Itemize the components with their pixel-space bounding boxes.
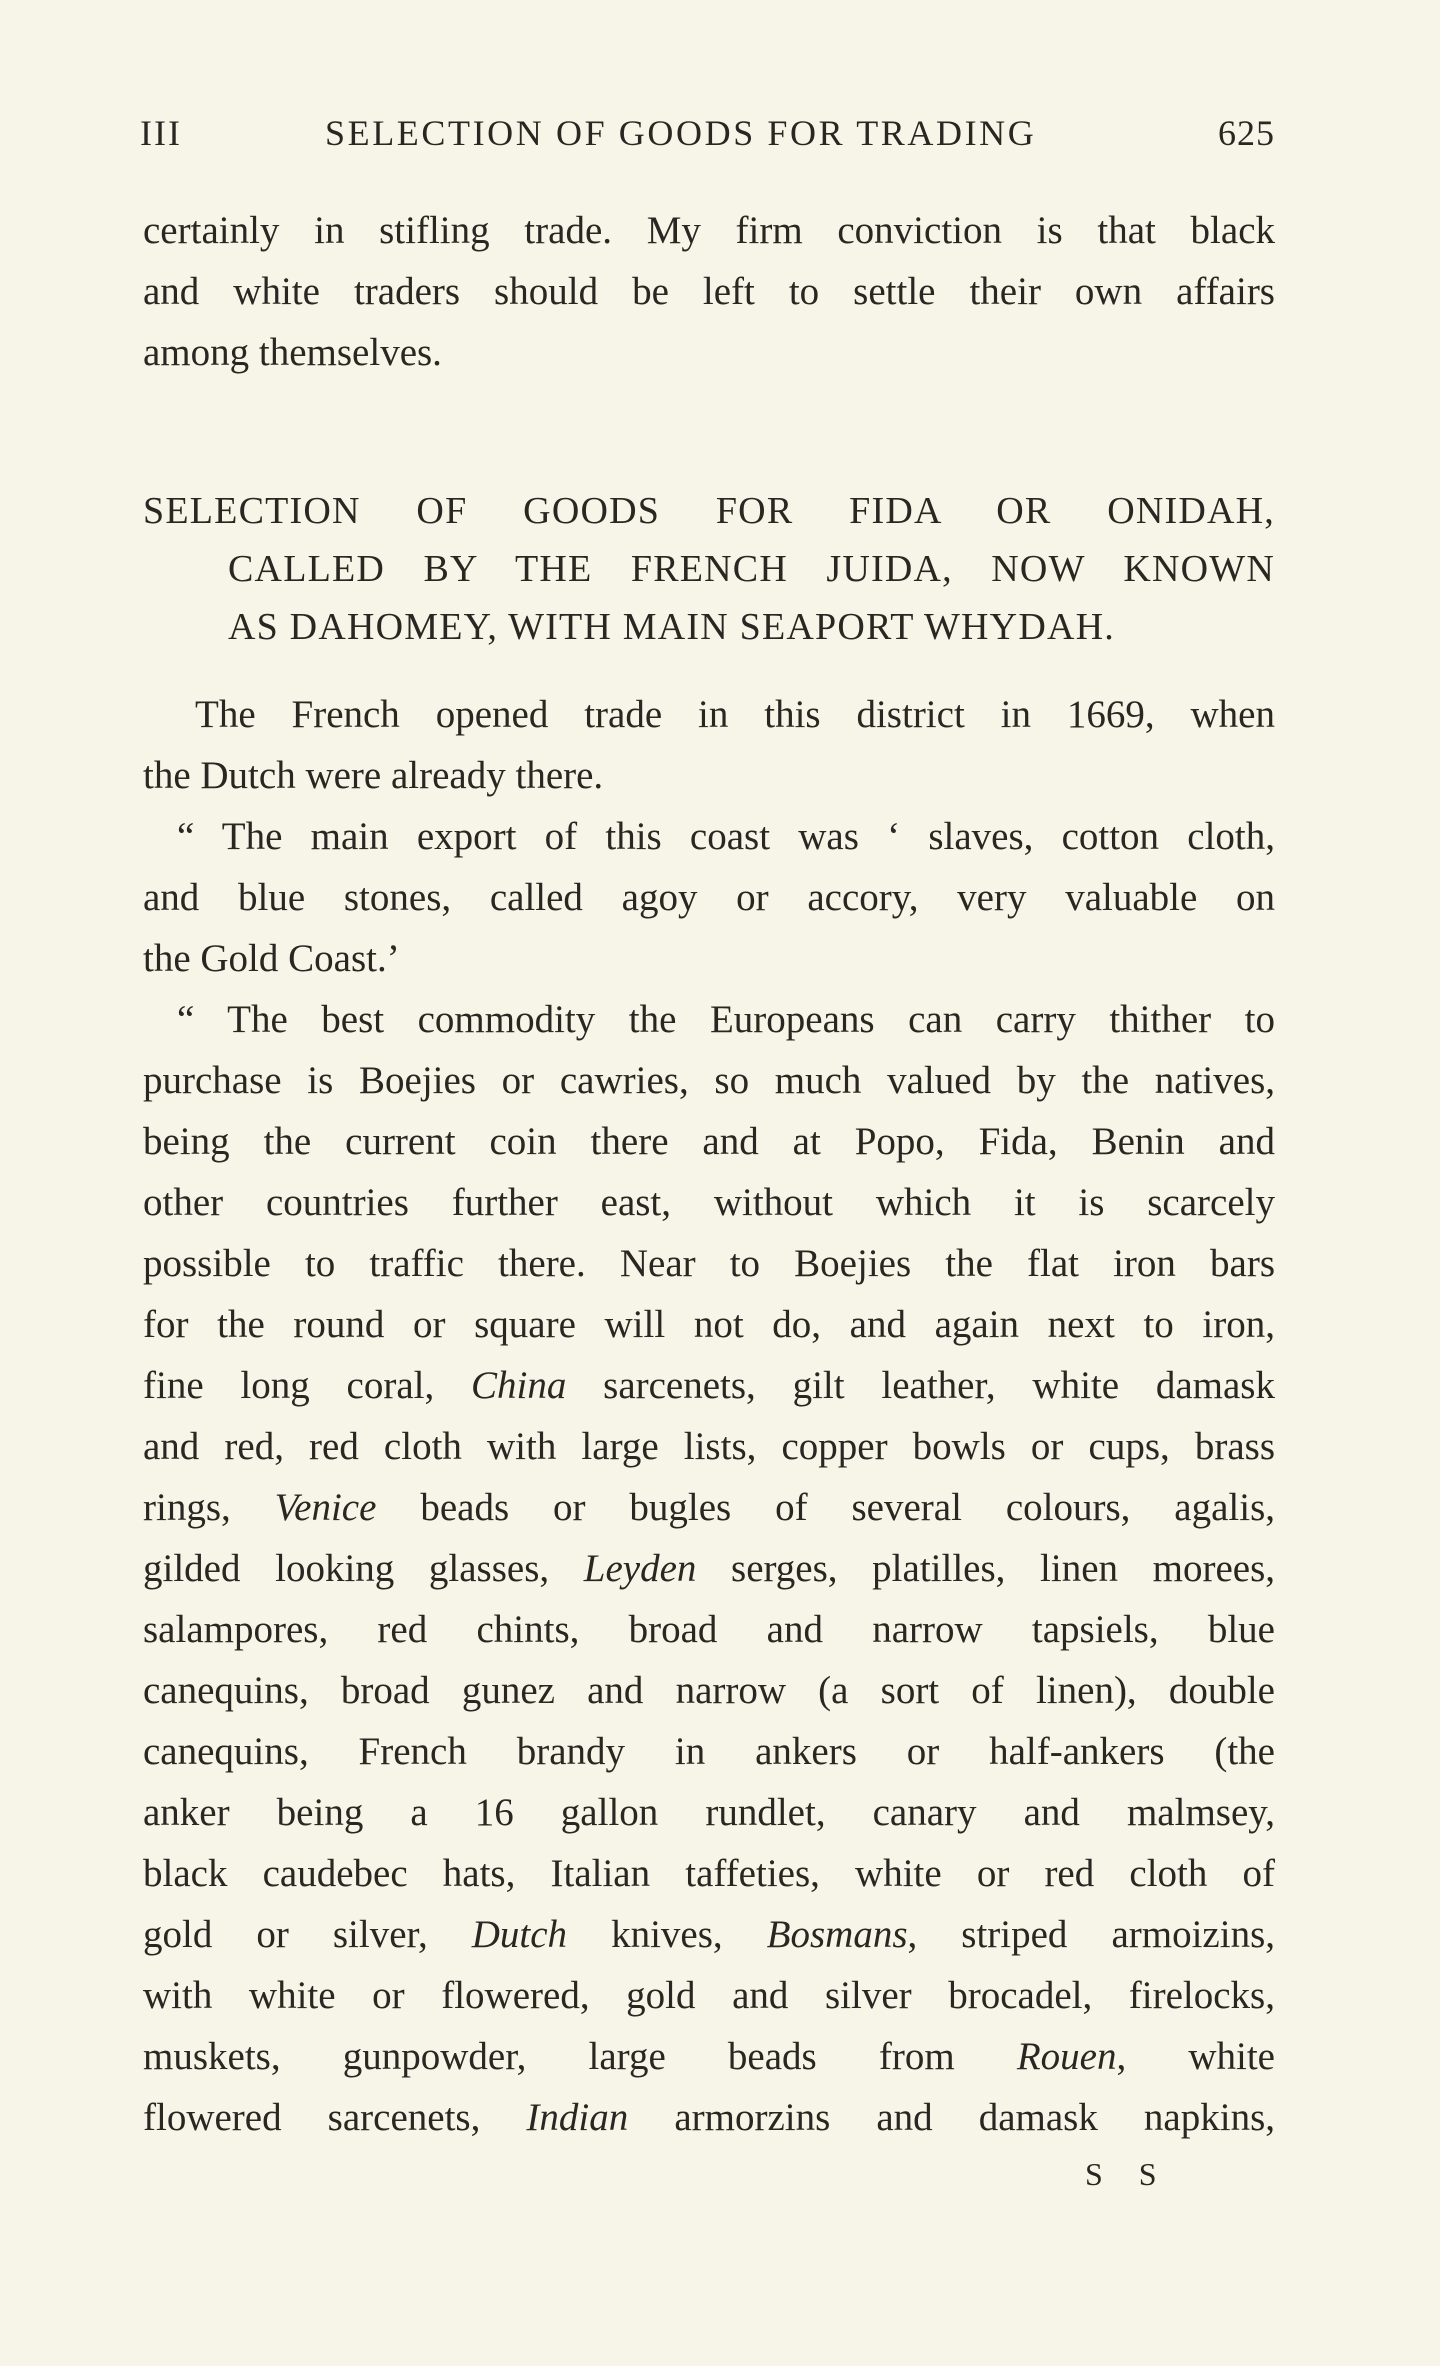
text-line: certainly in stifling trade. My firm conviction is that black bbox=[143, 209, 1275, 252]
text-line: salampores, red chints, broad and narrow tapsiels, blue bbox=[143, 1608, 1275, 1651]
text-line: with white or flowered, gold and silver brocadel, firelocks, bbox=[143, 1974, 1275, 2017]
text-line: and blue stones, called agoy or accory, very valuable on bbox=[143, 876, 1275, 919]
heading-line: SELECTION OF GOODS FOR FIDA OR ONIDAH, bbox=[143, 490, 1275, 532]
text-line: purchase is Boejies or cawries, so much valued by the natives, bbox=[143, 1059, 1275, 1102]
intro-paragraph bbox=[143, 200, 1275, 383]
text-line: canequins, French brandy in ankers or half-ankers (the bbox=[143, 1730, 1275, 1773]
text-line: gold or silver, Dutch knives, Bosmans, striped armoizins, bbox=[143, 1913, 1275, 1956]
text-line: rings, Venice beads or bugles of several colours, agalis, bbox=[143, 1486, 1276, 1529]
heading-line: CALLED BY THE FRENCH JUIDA, NOW KNOWN bbox=[228, 548, 1275, 590]
section-heading bbox=[143, 482, 1275, 656]
text-line: fine long coral, China sarcenets, gilt leather, white damask bbox=[143, 1364, 1275, 1407]
heading-line: AS DAHOMEY, WITH MAIN SEAPORT WHYDAH. bbox=[228, 606, 1115, 648]
text-line: the Dutch were already there. bbox=[143, 754, 604, 797]
text-line: anker being a 16 gallon rundlet, canary and malmsey, bbox=[143, 1791, 1275, 1834]
text-line: gilded looking glasses, Leyden serges, platilles, linen morees, bbox=[143, 1547, 1275, 1590]
section-number: III bbox=[140, 113, 182, 153]
text-line: “ The main export of this coast was ‘ slaves, cotton cloth, bbox=[177, 815, 1275, 858]
text-line: possible to traffic there. Near to Boejies the flat iron bars bbox=[143, 1242, 1275, 1285]
page-number: 625 bbox=[1218, 113, 1275, 153]
text-line: muskets, gunpowder, large beads from Rouen, white bbox=[143, 2035, 1275, 2078]
text-line: other countries further east, without which it is scarcely bbox=[143, 1181, 1275, 1224]
text-line: “ The best commodity the Europeans can carry thither to bbox=[177, 998, 1275, 1041]
text-line: and white traders should be left to settle their own affairs bbox=[143, 270, 1275, 313]
text-line: canequins, broad gunez and narrow (a sort of linen), double bbox=[143, 1669, 1275, 1712]
signature-mark: S S bbox=[1085, 2156, 1171, 2192]
text-line: being the current coin there and at Popo, Fida, Benin and bbox=[143, 1120, 1275, 1163]
text-line: for the round or square will not do, and again next to iron, bbox=[143, 1303, 1275, 1346]
text-line: and red, red cloth with large lists, copper bowls or cups, brass bbox=[143, 1425, 1275, 1468]
text-line: the Gold Coast.’ bbox=[143, 937, 400, 980]
text-line: black caudebec hats, Italian taffeties, white or red cloth of bbox=[143, 1852, 1275, 1895]
running-title: SELECTION OF GOODS FOR TRADING bbox=[325, 113, 1037, 153]
text-line: The French opened trade in this district in 1669, when bbox=[195, 693, 1275, 736]
body-text bbox=[143, 684, 1275, 2148]
running-head bbox=[140, 112, 1275, 162]
text-line: among themselves. bbox=[143, 331, 442, 374]
text-line: flowered sarcenets, Indian armorzins and damask napkins, bbox=[143, 2096, 1276, 2139]
